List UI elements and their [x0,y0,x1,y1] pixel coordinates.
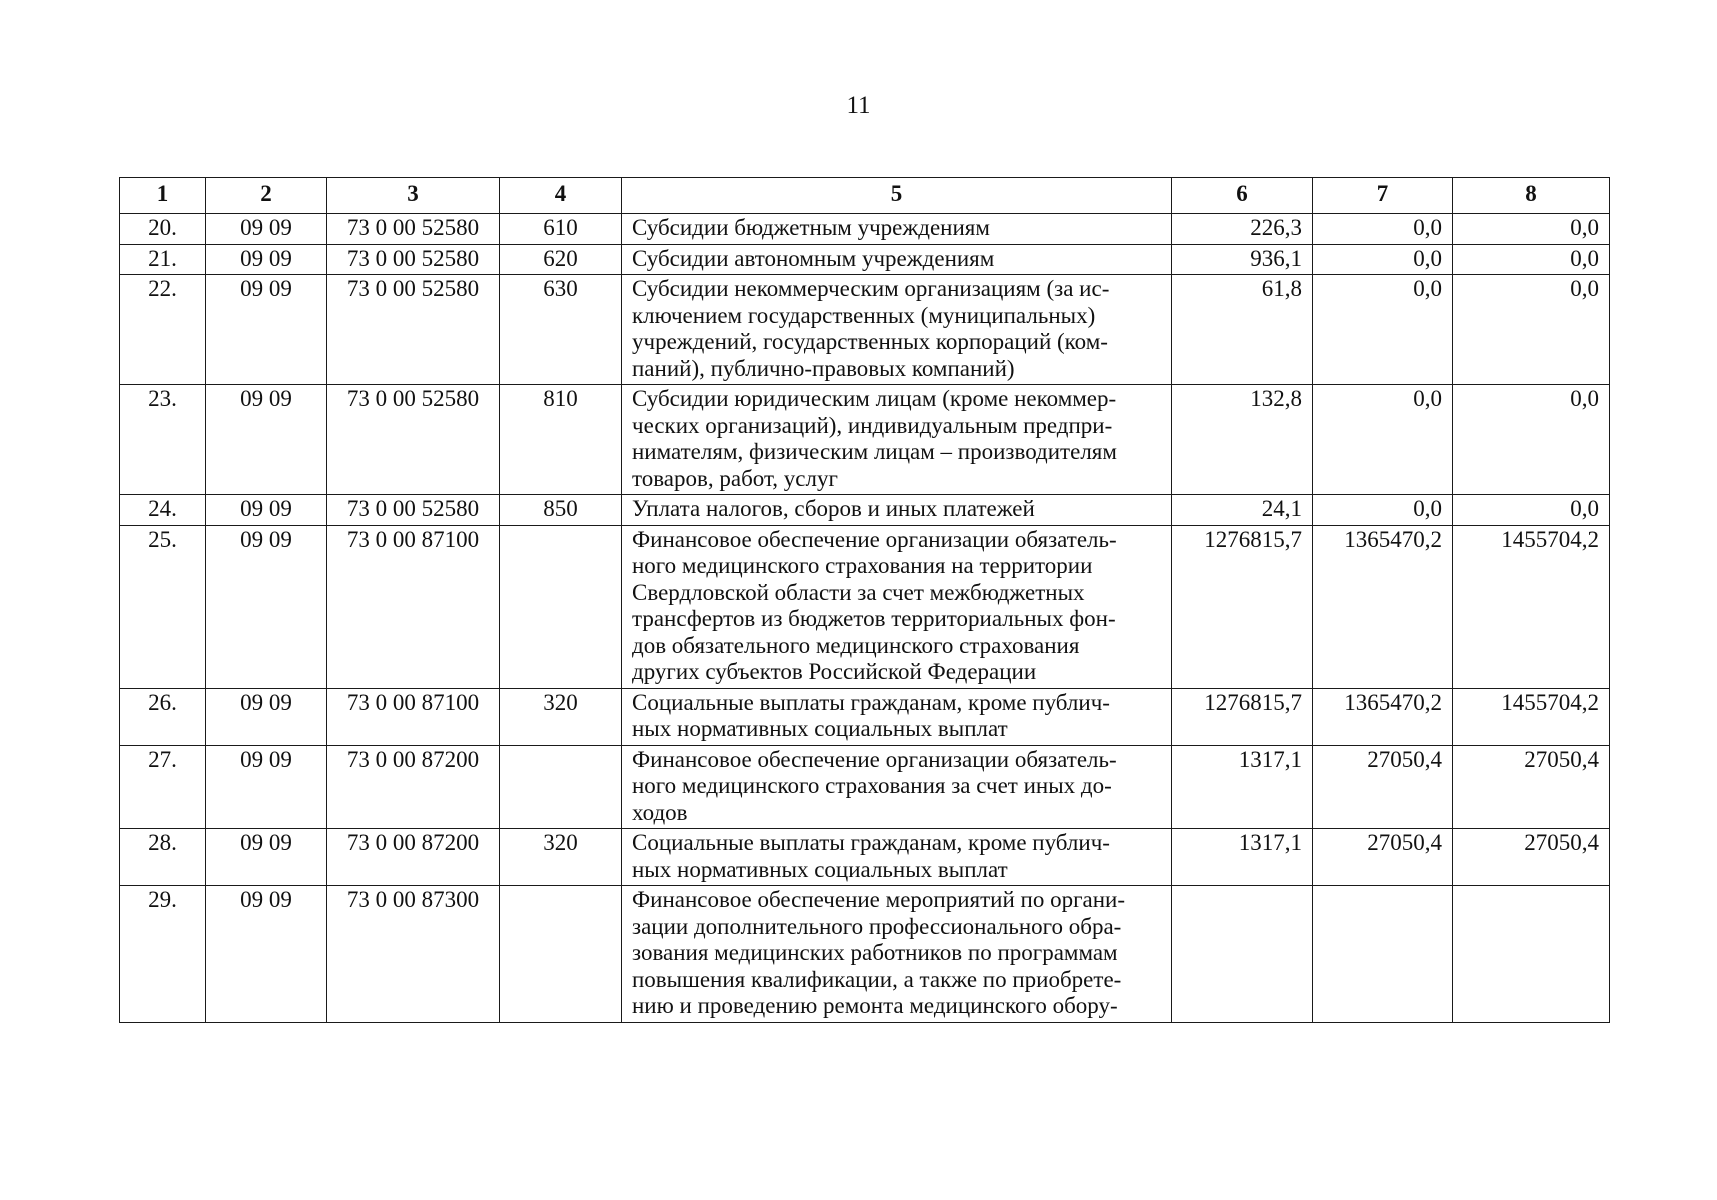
table-row [120,244,1610,275]
target-article-code: 73 0 00 87100 [327,688,500,745]
table-row [120,385,1610,495]
expense-type-code [500,886,622,1023]
row-number: 24. [120,495,206,526]
row-number: 27. [120,745,206,829]
amount-col-6: 1317,1 [1172,829,1313,886]
amount-col-6: 936,1 [1172,244,1313,275]
budget-table [119,177,1610,1023]
amount-col-6 [1172,886,1313,1023]
table-row [120,829,1610,886]
row-description: Финансовое обеспечение мероприятий по органи- зации дополнительного профессионального обра- зования медицинских работников по программам повышения квалификации, а также по приобрете- нию и проведению ремонта медицинского обору- [622,886,1172,1023]
table-row [120,214,1610,245]
amount-col-6: 1276815,7 [1172,688,1313,745]
amount-col-6: 61,8 [1172,275,1313,385]
section-code: 09 09 [206,495,327,526]
section-code: 09 09 [206,244,327,275]
amount-col-6: 1317,1 [1172,745,1313,829]
section-code: 09 09 [206,385,327,495]
amount-col-7: 0,0 [1313,275,1453,385]
column-header: 8 [1453,178,1610,214]
expense-type-code: 620 [500,244,622,275]
target-article-code: 73 0 00 52580 [327,244,500,275]
page-number: 11 [846,92,871,119]
amount-col-8: 27050,4 [1453,829,1610,886]
section-code: 09 09 [206,886,327,1023]
section-code: 09 09 [206,214,327,245]
row-description: Субсидии некоммерческим организациям (за ис- ключением государственных (муниципальных) учреждений, государственных корпораций (ком- паний), публично-правовых компаний) [622,275,1172,385]
section-code: 09 09 [206,275,327,385]
column-header: 5 [622,178,1172,214]
expense-type-code: 320 [500,829,622,886]
amount-col-8: 0,0 [1453,275,1610,385]
amount-col-6: 1276815,7 [1172,525,1313,688]
expense-type-code: 630 [500,275,622,385]
header-row [120,178,1610,214]
amount-col-8: 1455704,2 [1453,525,1610,688]
column-header: 2 [206,178,327,214]
amount-col-7 [1313,886,1453,1023]
row-number: 21. [120,244,206,275]
section-code: 09 09 [206,525,327,688]
amount-col-7: 27050,4 [1313,829,1453,886]
row-description: Субсидии бюджетным учреждениям [622,214,1172,245]
amount-col-8: 0,0 [1453,385,1610,495]
amount-col-6: 132,8 [1172,385,1313,495]
row-description: Социальные выплаты гражданам, кроме публич- ных нормативных социальных выплат [622,829,1172,886]
row-number: 29. [120,886,206,1023]
column-header: 7 [1313,178,1453,214]
row-description: Социальные выплаты гражданам, кроме публич- ных нормативных социальных выплат [622,688,1172,745]
table-row [120,745,1610,829]
amount-col-7: 0,0 [1313,214,1453,245]
amount-col-6: 24,1 [1172,495,1313,526]
section-code: 09 09 [206,829,327,886]
row-number: 28. [120,829,206,886]
column-header: 1 [120,178,206,214]
expense-type-code: 320 [500,688,622,745]
column-header: 4 [500,178,622,214]
section-code: 09 09 [206,688,327,745]
target-article-code: 73 0 00 52580 [327,495,500,526]
target-article-code: 73 0 00 52580 [327,385,500,495]
expense-type-code: 810 [500,385,622,495]
amount-col-8: 0,0 [1453,244,1610,275]
row-description: Субсидии автономным учреждениям [622,244,1172,275]
row-description: Уплата налогов, сборов и иных платежей [622,495,1172,526]
row-number: 23. [120,385,206,495]
row-number: 20. [120,214,206,245]
column-header: 3 [327,178,500,214]
section-code: 09 09 [206,745,327,829]
table-row [120,886,1610,1023]
expense-type-code: 850 [500,495,622,526]
table-row [120,688,1610,745]
amount-col-7: 1365470,2 [1313,688,1453,745]
expense-type-code [500,745,622,829]
amount-col-7: 0,0 [1313,244,1453,275]
amount-col-7: 0,0 [1313,495,1453,526]
row-number: 26. [120,688,206,745]
table-row [120,275,1610,385]
amount-col-7: 27050,4 [1313,745,1453,829]
amount-col-7: 0,0 [1313,385,1453,495]
row-description: Финансовое обеспечение организации обязатель- ного медицинского страхования на территории Свердловской области за счет межбюджетных трансфертов из бюджетов территориальных фон- дов обязательного медицинского страхования других субъектов Российской Федерации [622,525,1172,688]
column-header: 6 [1172,178,1313,214]
table-row [120,525,1610,688]
row-description: Финансовое обеспечение организации обязатель- ного медицинского страхования за счет иных до- ходов [622,745,1172,829]
target-article-code: 73 0 00 87300 [327,886,500,1023]
row-number: 25. [120,525,206,688]
expense-type-code [500,525,622,688]
amount-col-8 [1453,886,1610,1023]
amount-col-8: 0,0 [1453,495,1610,526]
amount-col-8: 1455704,2 [1453,688,1610,745]
expense-type-code: 610 [500,214,622,245]
amount-col-8: 0,0 [1453,214,1610,245]
target-article-code: 73 0 00 87200 [327,745,500,829]
target-article-code: 73 0 00 52580 [327,275,500,385]
amount-col-7: 1365470,2 [1313,525,1453,688]
amount-col-8: 27050,4 [1453,745,1610,829]
target-article-code: 73 0 00 87200 [327,829,500,886]
amount-col-6: 226,3 [1172,214,1313,245]
row-number: 22. [120,275,206,385]
row-description: Субсидии юридическим лицам (кроме некоммер- ческих организаций), индивидуальным предпри- нимателям, физическим лицам – производителям товаров, работ, услуг [622,385,1172,495]
target-article-code: 73 0 00 52580 [327,214,500,245]
target-article-code: 73 0 00 87100 [327,525,500,688]
table-row [120,495,1610,526]
